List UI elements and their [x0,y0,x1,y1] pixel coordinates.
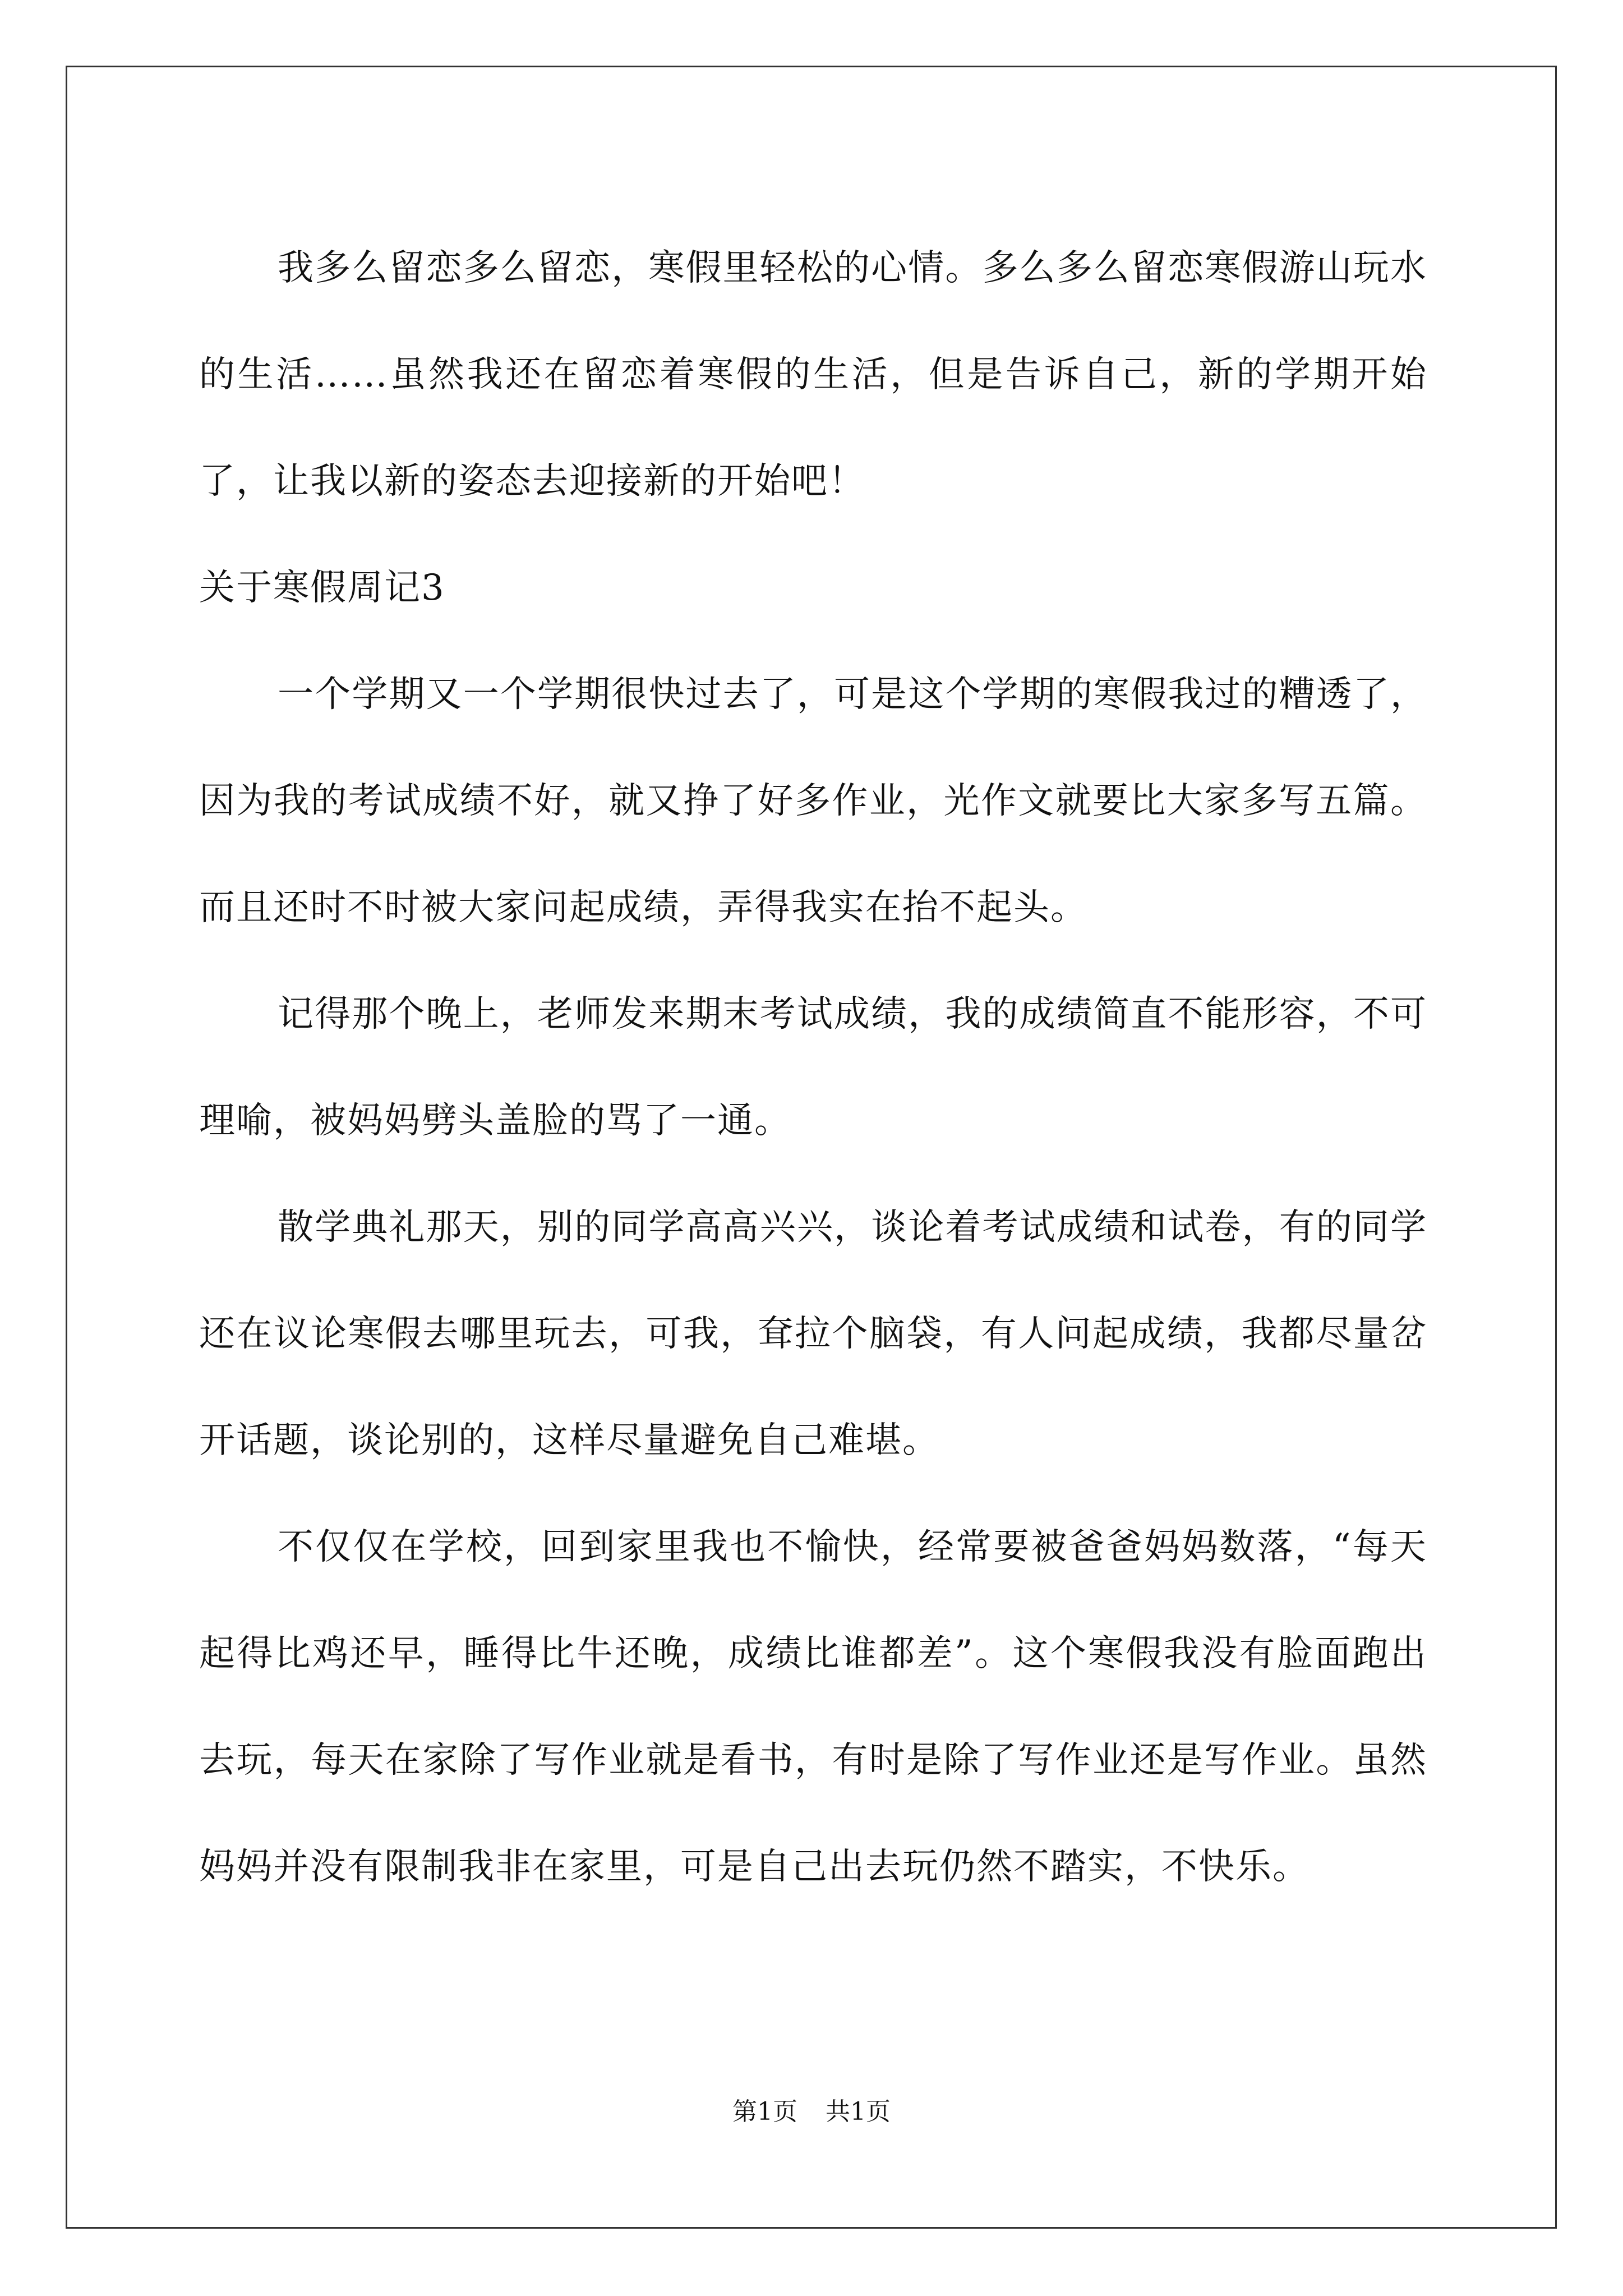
paragraph: 一个学期又一个学期很快过去了，可是这个学期的寒假我过的糟透了，因为我的考试成绩不好，就又挣了好多作业，光作文就要比大家多写五篇。而且还时不时被大家问起成绩，弄得我实在抬不起头。 [199,674,1427,928]
paragraph: 记得那个晚上，老师发来期末考试成绩，我的成绩简直不能形容，不可理喻，被妈妈劈头盖脸的骂了一通。 [199,993,1427,1142]
paragraph: 不仅仅在学校，回到家里我也不愉快，经常要被爸爸妈妈数落，“每天起得比鸡还早，睡得比牛还晚，成绩比谁都差”。这个寒假我没有脸面跑出去玩，每天在家除了写作业就是看书，有时是除了写作业还是写作业。虽然妈妈并没有限制我非在家里，可是自己出去玩仍然不踏实，不快乐。 [199,1526,1427,1888]
document-body [199,215,1427,1920]
section-heading: 关于寒假周记3 [199,567,445,609]
page-number: 第1页 [732,2097,797,2126]
page-total: 共1页 [826,2097,891,2126]
page-footer [0,2091,1623,2127]
paragraph: 我多么留恋多么留恋，寒假里轻松的心情。多么多么留恋寒假游山玩水的生活……虽然我还在留恋着寒假的生活，但是告诉自己，新的学期开始了，让我以新的姿态去迎接新的开始吧！ [199,247,1427,502]
paragraph: 散学典礼那天，别的同学高高兴兴，谈论着考试成绩和试卷，有的同学还在议论寒假去哪里玩去，可我，耷拉个脑袋，有人问起成绩，我都尽量岔开话题，谈论别的，这样尽量避免自己难堪。 [199,1207,1427,1461]
